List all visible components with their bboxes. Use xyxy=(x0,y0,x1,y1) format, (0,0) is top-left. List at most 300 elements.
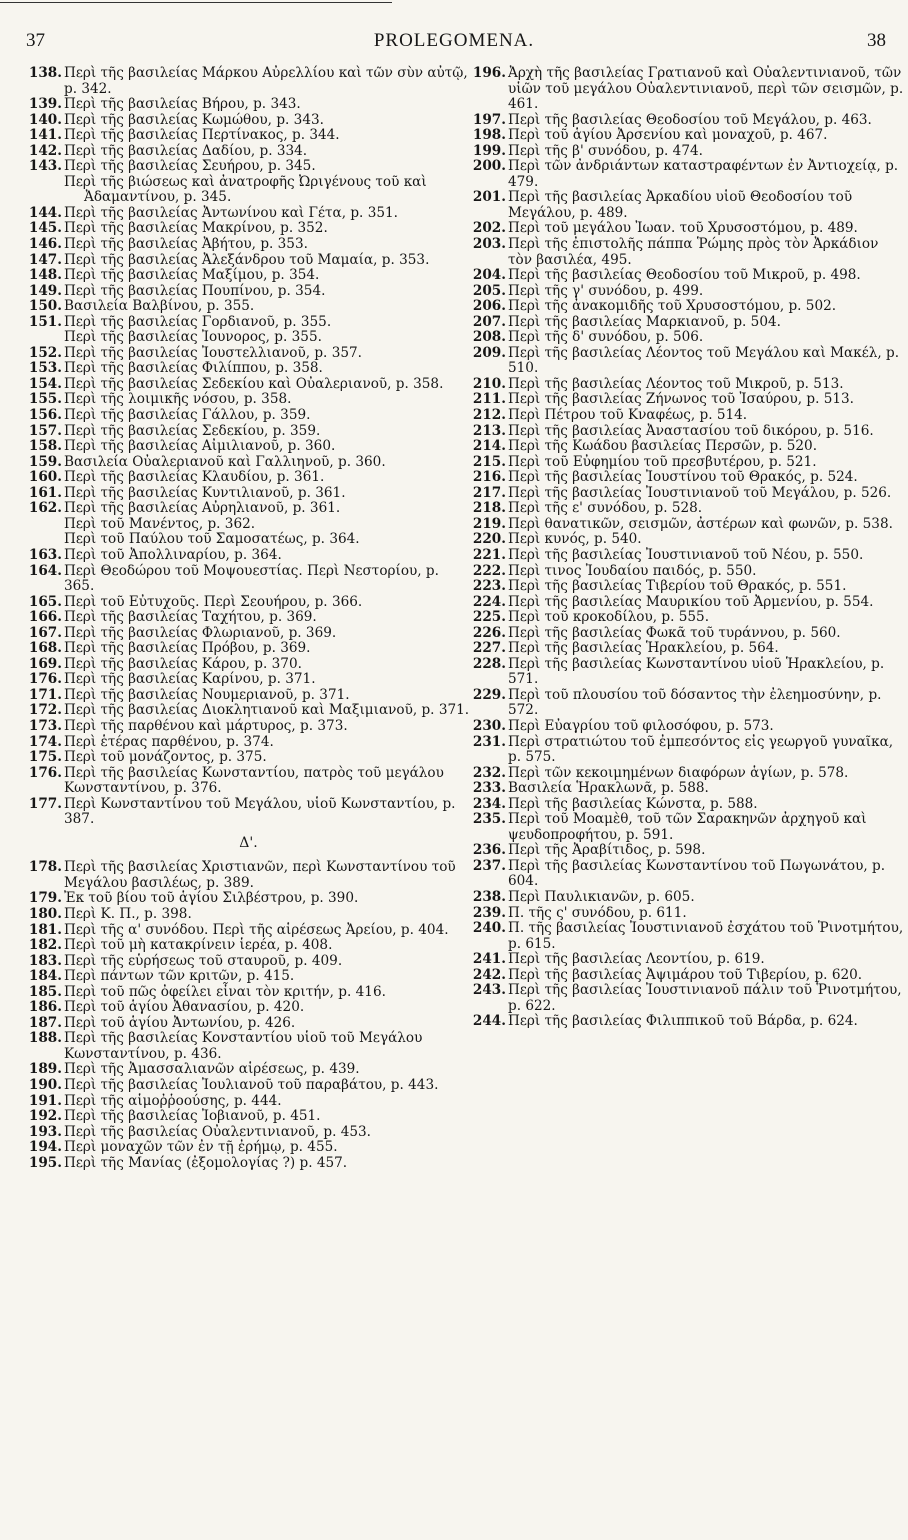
entry-number: 167. xyxy=(28,624,62,641)
entry-number: 244. xyxy=(472,1013,506,1030)
entry-number: 190. xyxy=(28,1077,62,1093)
index-entry xyxy=(470,66,904,113)
entry-text: Περὶ τῆς βασιλείας Περτίνακος, p. 344. xyxy=(64,127,340,144)
entry-number: 240. xyxy=(472,920,506,937)
entry-text: Περὶ τῆς βασιλείας Θεοδοσίου τοῦ Μικροῦ, p. 498. xyxy=(508,267,861,284)
index-entry xyxy=(26,361,471,377)
entry-number: 225. xyxy=(472,609,506,626)
entry-number: 216. xyxy=(472,469,506,486)
entry-text: Περὶ Κωνσταντίνου τοῦ Μεγάλου, υἱοῦ Κωνσταντίου, p. 387. xyxy=(64,795,456,828)
entry-text: Περὶ τῆς βασιλείας Κωνσταντίνου τοῦ Πωγωνάτου, p. 604. xyxy=(508,857,886,890)
entry-text: Περὶ τῆς βασιλείας Πρόβου, p. 369. xyxy=(64,640,311,657)
index-entry xyxy=(470,983,904,1014)
index-entry xyxy=(26,424,471,440)
entry-number: 154. xyxy=(28,375,62,392)
index-entry xyxy=(26,237,471,253)
entry-number: 238. xyxy=(472,888,506,905)
entry-text: Περὶ τῆς βασιλείας Διοκλητιανοῦ καὶ Μαξιμιανοῦ, p. 371. xyxy=(64,702,470,719)
index-entry xyxy=(26,206,471,222)
entry-number: 237. xyxy=(472,857,506,874)
index-entry xyxy=(26,938,471,954)
index-entry xyxy=(470,797,904,813)
index-entry xyxy=(26,439,471,455)
index-entry xyxy=(26,1125,471,1141)
entry-number: 236. xyxy=(472,842,506,859)
entry-number: 176. xyxy=(28,764,62,781)
entry-text: Περὶ μοναχῶν τῶν ἐν τῇ ἐρήμῳ, p. 455. xyxy=(64,1139,338,1156)
index-entry xyxy=(26,315,471,331)
entry-number: 161. xyxy=(28,484,62,501)
entry-text: Περὶ τῆς βασιλείας Ἀλεξάνδρου τοῦ Μαμαία, p. 353. xyxy=(64,251,430,268)
entry-number: 148. xyxy=(28,267,62,284)
index-entry xyxy=(26,610,471,626)
entry-number: 215. xyxy=(472,453,506,470)
index-entry xyxy=(26,408,471,424)
entry-text: Περὶ τῆς βασιλείας Πουπίνου, p. 354. xyxy=(64,282,326,299)
index-entry xyxy=(26,626,471,642)
index-entry xyxy=(470,812,904,843)
index-entry xyxy=(26,66,471,97)
entry-number: 195. xyxy=(28,1154,62,1171)
index-entry xyxy=(470,424,904,440)
entry-number: 186. xyxy=(28,999,62,1016)
entry-number: 192. xyxy=(28,1108,62,1125)
entry-text: Περὶ τῆς βασιλείας Ἀντωνίνου καὶ Γέτα, p. 351. xyxy=(64,204,398,221)
section-heading: Δ'. xyxy=(239,834,258,851)
entry-number: 222. xyxy=(472,562,506,579)
index-entry xyxy=(26,1031,471,1062)
entry-text: Περὶ τῆς βασιλείας Κυντιλιανοῦ, p. 361. xyxy=(64,484,346,501)
index-entry xyxy=(26,907,471,923)
entry-number: 168. xyxy=(28,640,62,657)
index-entry xyxy=(26,860,471,891)
index-entry xyxy=(470,470,904,486)
index-entry xyxy=(470,392,904,408)
index-entry xyxy=(26,470,471,486)
entry-number: 230. xyxy=(472,717,506,734)
entry-number: 227. xyxy=(472,640,506,657)
index-entry xyxy=(26,985,471,1001)
entry-number: 193. xyxy=(28,1123,62,1140)
index-entry xyxy=(470,268,904,284)
index-entry xyxy=(470,548,904,564)
entry-number: 234. xyxy=(472,795,506,812)
entry-text: Ἐκ τοῦ βίου τοῦ ἁγίου Σιλβέστρου, p. 390. xyxy=(64,890,359,907)
index-entry xyxy=(26,657,471,673)
index-entry xyxy=(470,144,904,160)
entry-number: 180. xyxy=(28,905,62,922)
index-entry xyxy=(470,781,904,797)
entry-text: Περὶ τοῦ πῶς ὀφείλει εἶναι τὸν κριτήν, p. 416. xyxy=(64,983,386,1000)
running-header xyxy=(0,30,908,54)
index-entry xyxy=(26,595,471,611)
entry-number: 201. xyxy=(472,189,506,206)
entry-text: Περὶ Πέτρου τοῦ Κναφέως, p. 514. xyxy=(508,407,748,424)
entry-text: Βασιλεία Ἡρακλωνᾶ, p. 588. xyxy=(508,780,709,797)
entry-text: Περὶ τῆς βασιλείας Λέοντος τοῦ Μικροῦ, p. 513. xyxy=(508,375,844,392)
index-entry xyxy=(26,564,471,595)
entry-text: Περὶ τῆς βασιλείας Κώνστα, p. 588. xyxy=(508,795,758,812)
index-entry xyxy=(26,1094,471,1110)
entry-number: 146. xyxy=(28,236,62,253)
entry-text: Περὶ τῆς βασιλείας Χριστιανῶν, περὶ Κωνσταντίνου τοῦ Μεγάλου βασιλέως, p. 389. xyxy=(64,859,456,891)
entry-number: 198. xyxy=(472,127,506,144)
entry-text: Περὶ τοῦ ἁγίου Ἀρσενίου καὶ μοναχοῦ, p. 467. xyxy=(508,127,828,144)
entry-text: Περὶ τῆς ε' συνόδου, p. 528. xyxy=(508,500,703,517)
index-entry xyxy=(470,579,904,595)
entry-text: Περὶ τοῦ Εὐτυχοῦς. Περὶ Σεουήρου, p. 366. xyxy=(64,593,363,610)
entry-number: 224. xyxy=(472,593,506,610)
index-entry xyxy=(470,159,904,190)
entry-number: 203. xyxy=(472,236,506,253)
entry-text: Περὶ τῆς Μανίας (ἐξομολογίας ?) p. 457. xyxy=(64,1154,348,1171)
entry-text: Περὶ τοῦ πλουσίου τοῦ δόσαντος τὴν ἐλεημοσύνην, p. 572. xyxy=(508,686,882,719)
entry-text: Περὶ τῆς βασιλείας Αὐρηλιανοῦ, p. 361. xyxy=(64,500,341,517)
entry-number: 197. xyxy=(472,111,506,128)
entry-text: Περὶ τῆς βασιλείας Ἰουστινιανοῦ τοῦ Νέου, p. 550. xyxy=(508,546,864,563)
entry-number: 184. xyxy=(28,968,62,985)
entry-text: Περὶ τῆς βασιλείας Νουμεριανοῦ, p. 371. xyxy=(64,686,350,703)
entry-text: Π. τῆς ς' συνόδου, p. 611. xyxy=(508,904,687,921)
entry-text: Περὶ τῆς βασιλείας Μακρίνου, p. 352. xyxy=(64,220,328,237)
entry-number: 214. xyxy=(472,438,506,455)
entry-text: Περὶ τοῦ ἁγίου Ἀντωνίου, p. 426. xyxy=(64,1014,296,1031)
entry-number: 194. xyxy=(28,1139,62,1156)
index-entry xyxy=(26,486,471,502)
entry-text: Περὶ Εὐαγρίου τοῦ φιλοσόφου, p. 573. xyxy=(508,717,774,734)
index-entry xyxy=(26,284,471,300)
index-entry xyxy=(470,284,904,300)
entry-text: Περὶ τῆς βασιλείας Μαξίμου, p. 354. xyxy=(64,267,320,284)
index-entry xyxy=(26,455,471,471)
entry-text: Περὶ τῆς βασιλείας Θεοδοσίου τοῦ Μεγάλου, p. 463. xyxy=(508,111,872,128)
entry-text: Περὶ τῆς δ' συνόδου, p. 506. xyxy=(508,329,704,346)
entry-number: 145. xyxy=(28,220,62,237)
entry-text: Περὶ τῆς βασιλείας Ἰουστινιανοῦ πάλιν τοῦ Ῥινοτμήτου, p. 622. xyxy=(508,982,902,1014)
index-entry xyxy=(470,237,904,268)
entry-number: 181. xyxy=(28,921,62,938)
index-entry xyxy=(26,1078,471,1094)
entry-number: 202. xyxy=(472,220,506,237)
entry-text: Ἀρχὴ τῆς βασιλείας Γρατιανοῦ καὶ Οὐαλεντινιανοῦ, τῶν υἱῶν τοῦ μεγάλου Οὐαλεντινιανοῦ, περὶ τῶν σεισμῶν, p. 461. xyxy=(508,65,904,113)
index-entry xyxy=(26,735,471,751)
page-number-left: 37 xyxy=(26,30,45,51)
index-entry xyxy=(470,221,904,237)
entry-text: Περὶ τῆς βασιλείας Ἰουστίνου τοῦ Θρακός, p. 524. xyxy=(508,469,858,486)
page-number-right: 38 xyxy=(867,30,886,51)
entry-number: 174. xyxy=(28,733,62,750)
index-entry xyxy=(470,113,904,129)
entry-number: 235. xyxy=(472,811,506,828)
index-entry xyxy=(26,954,471,970)
entry-text: Περὶ πάντων τῶν κριτῶν, p. 415. xyxy=(64,968,295,985)
index-entry xyxy=(26,703,471,719)
entry-number: 223. xyxy=(472,578,506,595)
index-entry xyxy=(470,315,904,331)
index-entry xyxy=(26,797,471,828)
right-entries xyxy=(470,66,904,1030)
entry-text: Περὶ τῆς βασιλείας Κονσταντίου υἱοῦ τοῦ Μεγάλου Κωνσταντίνου, p. 436. xyxy=(64,1030,423,1062)
entry-text: Περὶ τοῦ ἁγίου Ἀθανασίου, p. 420. xyxy=(64,999,305,1016)
entry-text: Περὶ τῆς παρθένου καὶ μάρτυρος, p. 373. xyxy=(64,717,348,734)
entry-text: Περὶ τῆς β' συνόδου, p. 474. xyxy=(508,142,703,159)
entry-text: Περὶ τῆς βασιλείας Μάρκου Αὐρελλίου καὶ τῶν σὺν αὐτῷ, p. 342. xyxy=(64,65,468,97)
entry-number: 164. xyxy=(28,562,62,579)
index-entry xyxy=(26,144,471,160)
index-entry xyxy=(470,128,904,144)
entry-text: Περὶ τῆς βασιλείας Μαρκιανοῦ, p. 504. xyxy=(508,313,781,330)
entry-text: Περὶ τῆς βασιλείας Μαυρικίου τοῦ Ἀρμενίου, p. 554. xyxy=(508,593,874,610)
entry-text: Περὶ τῆς βασιλείας Λέοντος τοῦ Μεγάλου καὶ Μακέλ, p. 510. xyxy=(508,344,900,377)
index-entry xyxy=(26,1016,471,1032)
entry-text: Περὶ τοῦ Ἀπολλιναρίου, p. 364. xyxy=(64,546,282,563)
entry-text: Περὶ τῆς βασιλείας Ἰουστινιανοῦ τοῦ Μεγάλου, p. 526. xyxy=(508,484,892,501)
entry-text: Περὶ τοῦ Παύλου τοῦ Σαμοσατέως, p. 364. xyxy=(64,531,360,548)
entry-number: 239. xyxy=(472,904,506,921)
entry-number: 177. xyxy=(28,795,62,812)
index-entry xyxy=(470,859,904,890)
entry-text: Περὶ τῆς α' συνόδου. Περὶ τῆς αἱρέσεως Ἀρείου, p. 404. xyxy=(64,921,449,938)
entry-number: 147. xyxy=(28,251,62,268)
index-entry xyxy=(470,657,904,688)
index-entry xyxy=(470,455,904,471)
index-entry xyxy=(470,906,904,922)
entry-number: 243. xyxy=(472,982,506,999)
entry-number: 140. xyxy=(28,111,62,128)
entry-number: 165. xyxy=(28,593,62,610)
entry-text: Περὶ τῆς εὑρήσεως τοῦ σταυροῦ, p. 409. xyxy=(64,952,343,969)
entry-number: 188. xyxy=(28,1030,62,1047)
entry-text: Περὶ τῆς αἱμοῤῥοούσης, p. 444. xyxy=(64,1092,282,1109)
entry-number: 241. xyxy=(472,951,506,968)
index-entry xyxy=(26,159,471,175)
entry-text: Περὶ τινος Ἰουδαίου παιδός, p. 550. xyxy=(508,562,757,579)
index-entry xyxy=(470,501,904,517)
entry-number: 138. xyxy=(28,65,62,81)
index-entry xyxy=(26,672,471,688)
entry-number: 189. xyxy=(28,1061,62,1078)
index-entry xyxy=(26,1109,471,1125)
entry-number: 204. xyxy=(472,267,506,284)
entry-number: 218. xyxy=(472,500,506,517)
entry-text: Περὶ τῆς βασιλείας Ταχήτου, p. 369. xyxy=(64,609,317,626)
index-entry xyxy=(26,1000,471,1016)
entry-text: Περὶ τῆς βιώσεως καὶ ἀνατροφῆς Ὠριγένους τοῦ καὶ Ἀδαμαντίνου, p. 345. xyxy=(64,173,427,206)
index-entry xyxy=(470,330,904,346)
index-entry xyxy=(470,921,904,952)
entry-number: 176. xyxy=(28,671,62,688)
index-entry xyxy=(470,968,904,984)
index-entry xyxy=(26,1140,471,1156)
index-entry xyxy=(26,969,471,985)
entry-number: 156. xyxy=(28,407,62,424)
entry-number: 185. xyxy=(28,983,62,1000)
entry-text: Περὶ τῆς βασιλείας Κλαυδίου, p. 361. xyxy=(64,469,325,486)
entry-text: Περὶ τῆς βασιλείας Φιλίππου, p. 358. xyxy=(64,360,323,377)
entry-number: 178. xyxy=(28,859,62,876)
index-entry xyxy=(470,610,904,626)
entry-text: Περὶ τῆς βασιλείας Σευήρου, p. 345. xyxy=(64,158,316,175)
entry-text: Περὶ θανατικῶν, σεισμῶν, ἀστέρων καὶ φωνῶν, p. 538. xyxy=(508,515,893,532)
entry-number: 191. xyxy=(28,1092,62,1109)
index-entry xyxy=(26,517,471,533)
entry-text: Περὶ τῆς βασιλείας Οὐαλεντινιανοῦ, p. 453. xyxy=(64,1123,371,1140)
index-entry xyxy=(470,843,904,859)
entry-text: Περὶ τῆς βασιλείας Κωνσταντίνου υἱοῦ Ἡρακλείου, p. 571. xyxy=(508,655,885,688)
entry-number: 151. xyxy=(28,313,62,330)
index-entry xyxy=(26,346,471,362)
entry-text: Περὶ τῆς βασιλείας Ἰουνορος, p. 355. xyxy=(64,329,322,346)
entry-number: 242. xyxy=(472,966,506,983)
entry-text: Περὶ τῶν κεκοιμημένων διαφόρων ἁγίων, p. 578. xyxy=(508,764,849,781)
entry-number: 149. xyxy=(28,282,62,299)
index-entry xyxy=(470,766,904,782)
index-entry xyxy=(470,688,904,719)
entry-text: Περὶ τῆς βασιλείας Λεοντίου, p. 619. xyxy=(508,951,765,968)
index-entry xyxy=(470,626,904,642)
entry-text: Περὶ Κ. Π., p. 398. xyxy=(64,905,192,922)
entry-number: 141. xyxy=(28,127,62,144)
entry-number: 155. xyxy=(28,391,62,408)
index-entry xyxy=(470,190,904,221)
top-rule xyxy=(0,2,392,3)
entry-text: Περὶ τοῦ Εὐφημίου τοῦ πρεσβυτέρου, p. 521. xyxy=(508,453,817,470)
index-entry xyxy=(470,532,904,548)
entry-number: 144. xyxy=(28,204,62,221)
index-entry xyxy=(470,735,904,766)
entry-text: Περὶ τῆς ἀνακομιδῆς τοῦ Χρυσοστόμου, p. 502. xyxy=(508,298,837,315)
entry-text: Περὶ τῆς ἐπιστολῆς πάππα Ῥώμης πρὸς τὸν Ἀρκάδιον τὸν βασιλέα, 495. xyxy=(508,236,879,268)
entry-number: 210. xyxy=(472,375,506,392)
entry-number: 220. xyxy=(472,531,506,548)
entry-number: 169. xyxy=(28,655,62,672)
entry-number: 187. xyxy=(28,1014,62,1031)
entry-text: Π. τῆς βασιλείας Ἰουστινιανοῦ ἐσχάτου τοῦ Ῥινοτμήτου, p. 615. xyxy=(508,920,904,952)
entry-number: 228. xyxy=(472,655,506,672)
entry-text: Περὶ τῆς βασιλείας Σεδεκίου καὶ Οὐαλεριανοῦ, p. 358. xyxy=(64,375,444,392)
entry-text: Περὶ τοῦ μονάζοντος, p. 375. xyxy=(64,749,267,766)
entry-number: 232. xyxy=(472,764,506,781)
index-entry xyxy=(26,501,471,517)
index-entry xyxy=(470,408,904,424)
entry-text: Περὶ ἑτέρας παρθένου, p. 374. xyxy=(64,733,274,750)
entry-text: Περὶ τῆς Ἀραβίτιδος, p. 598. xyxy=(508,842,706,859)
entry-number: 139. xyxy=(28,96,62,113)
entry-number: 163. xyxy=(28,546,62,563)
entry-number: 233. xyxy=(472,780,506,797)
entry-number: 153. xyxy=(28,360,62,377)
entry-text: Περὶ τῆς βασιλείας Καρίνου, p. 371. xyxy=(64,671,316,688)
entry-number: 208. xyxy=(472,329,506,346)
entry-text: Περὶ τῆς Κωάδου βασιλείας Περσῶν, p. 520. xyxy=(508,438,818,455)
entry-number: 229. xyxy=(472,686,506,703)
entry-number: 171. xyxy=(28,686,62,703)
entry-number: 150. xyxy=(28,298,62,315)
entry-text: Περὶ τῆς βασιλείας Ἡρακλείου, p. 564. xyxy=(508,640,779,657)
entry-number: 179. xyxy=(28,890,62,907)
left-entries xyxy=(26,66,471,828)
entry-number: 157. xyxy=(28,422,62,439)
index-entry xyxy=(26,641,471,657)
index-entry xyxy=(26,750,471,766)
entry-text: Περὶ τῆς βασιλείας Κάρου, p. 370. xyxy=(64,655,302,672)
index-entry xyxy=(26,923,471,939)
entry-text: Περὶ τῆς βασιλείας Κωνσταντίου, πατρὸς τοῦ μεγάλου Κωνσταντίνου, p. 376. xyxy=(64,764,444,797)
index-entry xyxy=(26,97,471,113)
entry-text: Περὶ Θεοδώρου τοῦ Μοψουεστίας. Περὶ Νεστορίου, p. 365. xyxy=(64,562,439,595)
entry-text: Περὶ τῆς γ' συνόδου, p. 499. xyxy=(508,282,704,299)
running-title: PROLEGOMENA. xyxy=(373,30,535,51)
index-entry xyxy=(470,299,904,315)
index-entry xyxy=(470,719,904,735)
entry-text: Περὶ τῆς βασιλείας Ἀναστασίου τοῦ δικόρου, p. 516. xyxy=(508,422,874,439)
entry-number: 152. xyxy=(28,344,62,361)
index-entry xyxy=(470,439,904,455)
entry-text: Περὶ τῆς βασιλείας Ἀβήτου, p. 353. xyxy=(64,236,308,253)
entry-number: 199. xyxy=(472,142,506,159)
entry-number: 217. xyxy=(472,484,506,501)
entry-text: Περὶ τῆς βασιλείας Τιβερίου τοῦ Θρακός, p. 551. xyxy=(508,578,847,595)
index-entry xyxy=(26,688,471,704)
left-entries-section-d xyxy=(26,860,471,1171)
index-entry xyxy=(470,346,904,377)
entry-number: 200. xyxy=(472,158,506,175)
left-column xyxy=(26,66,471,1171)
entry-text: Περὶ τῶν ἀνδριάντων καταστραφέντων ἐν Ἀντιοχείᾳ, p. 479. xyxy=(508,158,899,190)
entry-text: Περὶ τῆς Ἀμασσαλιανῶν αἱρέσεως, p. 439. xyxy=(64,1061,360,1078)
entry-text: Περὶ τῆς βασιλείας Ἀψιμάρου τοῦ Τιβερίου, p. 620. xyxy=(508,966,863,983)
entry-number: 175. xyxy=(28,749,62,766)
index-entry xyxy=(26,299,471,315)
entry-text: Περὶ τῆς βασιλείας Ἰουλιανοῦ τοῦ παραβάτου, p. 443. xyxy=(64,1077,439,1093)
index-entry xyxy=(470,486,904,502)
entry-number: 166. xyxy=(28,609,62,626)
entry-number: 221. xyxy=(472,546,506,563)
index-entry xyxy=(470,377,904,393)
entry-text: Περὶ κυνός, p. 540. xyxy=(508,531,642,548)
index-entry xyxy=(26,532,471,548)
index-entry xyxy=(470,890,904,906)
entry-text: Περὶ τοῦ μὴ κατακρίνειν ἱερέα, p. 408. xyxy=(64,937,333,954)
entry-number: 206. xyxy=(472,298,506,315)
entry-text: Περὶ τοῦ Μανέντος, p. 362. xyxy=(64,515,256,532)
index-entry xyxy=(26,1062,471,1078)
index-entry xyxy=(470,595,904,611)
entry-text: Περὶ τῆς βασιλείας Φωκᾶ τοῦ τυράννου, p. 560. xyxy=(508,624,841,641)
entry-text: Περὶ τῆς βασιλείας Βήρου, p. 343. xyxy=(64,96,301,113)
entry-number: 196. xyxy=(472,65,506,81)
entry-text: Βασιλεία Οὐαλεριανοῦ καὶ Γαλλιηνοῦ, p. 360. xyxy=(64,453,386,470)
entry-number: 173. xyxy=(28,717,62,734)
entry-number: 211. xyxy=(472,391,506,408)
entry-number: 212. xyxy=(472,407,506,424)
index-entry xyxy=(26,268,471,284)
index-entry xyxy=(26,548,471,564)
entry-number: 231. xyxy=(472,733,506,750)
index-entry xyxy=(26,128,471,144)
entry-number: 213. xyxy=(472,422,506,439)
entry-number: 142. xyxy=(28,142,62,159)
index-entry xyxy=(26,719,471,735)
entry-number: 205. xyxy=(472,282,506,299)
index-entry xyxy=(26,253,471,269)
entry-text: Περὶ τῆς βασιλείας Κωμώθου, p. 343. xyxy=(64,111,324,128)
index-entry xyxy=(26,766,471,797)
index-entry xyxy=(26,1156,471,1172)
entry-text: Περὶ τῆς βασιλείας Γάλλου, p. 359. xyxy=(64,407,311,424)
entry-text: Περὶ τῆς βασιλείας Γορδιανοῦ, p. 355. xyxy=(64,313,332,330)
index-entry xyxy=(26,392,471,408)
